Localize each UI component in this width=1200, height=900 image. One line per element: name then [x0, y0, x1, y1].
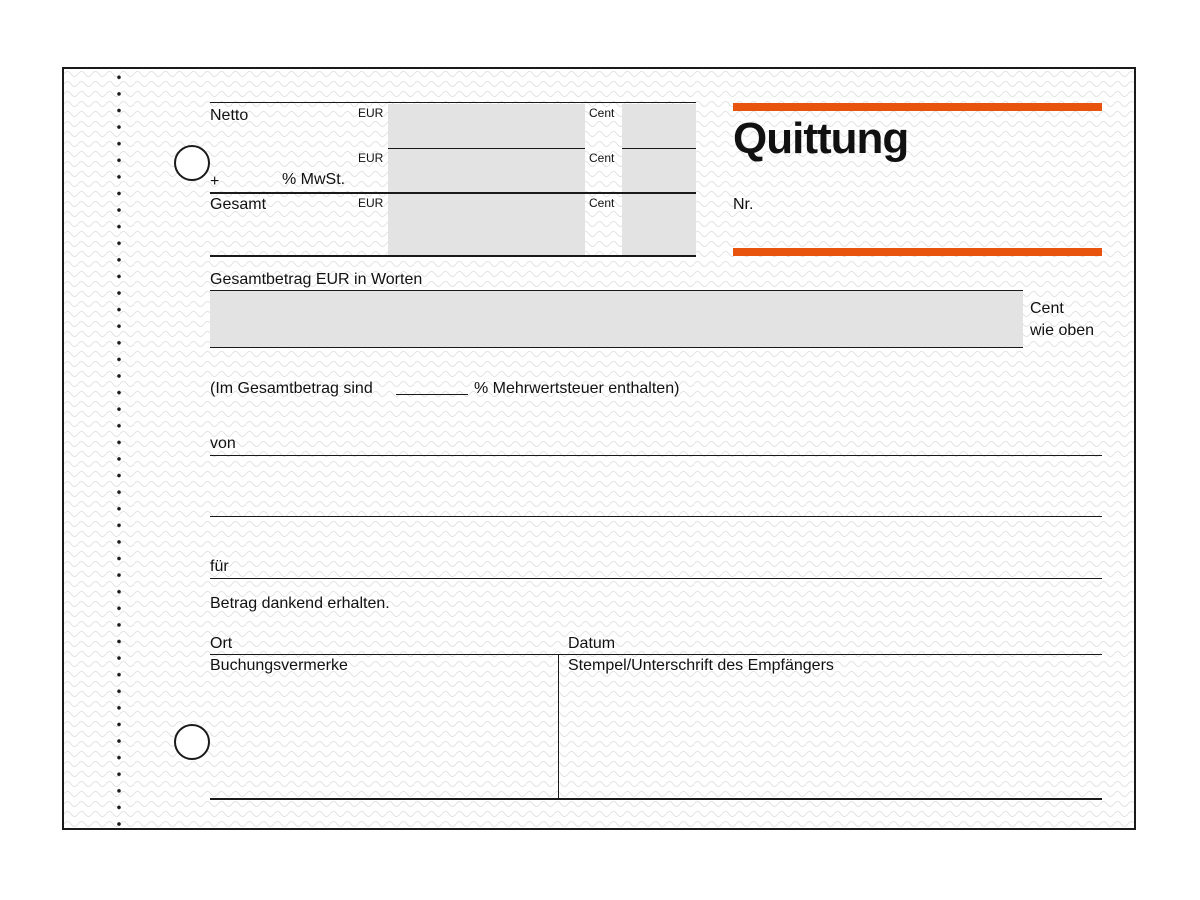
perforation-line [116, 69, 122, 829]
datum-label: Datum [568, 635, 616, 652]
mwst-eur-line [388, 148, 585, 149]
eur-amount-field[interactable] [388, 104, 585, 256]
table-bottom-line [210, 255, 696, 257]
ort-label: Ort [210, 635, 233, 652]
punch-hole-top [174, 145, 210, 181]
gesamt-cent-label: Cent [589, 196, 615, 210]
accent-bar-top [733, 103, 1102, 111]
tax-note-prefix: (Im Gesamtbetrag sind [210, 380, 373, 397]
netto-row-top-line [210, 102, 696, 103]
fuer-line[interactable] [210, 578, 1102, 579]
mwst-eur-label: EUR [358, 151, 384, 165]
mwst-cent-line [622, 148, 696, 149]
mwst-label: % MwSt. [282, 171, 346, 188]
cent-amount-field[interactable] [622, 104, 696, 256]
number-field[interactable] [764, 189, 1094, 217]
booking-signature-divider [558, 655, 559, 799]
received-text: Betrag dankend erhalten. [210, 595, 390, 612]
booking-notes-field[interactable] [210, 677, 556, 797]
words-bottom-line [210, 347, 1023, 348]
fuer-label: für [210, 558, 229, 575]
wie-oben-label: wie oben [1030, 322, 1095, 339]
netto-eur-label: EUR [358, 106, 384, 120]
von-second-line[interactable] [210, 516, 1102, 517]
tax-percent-field[interactable] [396, 394, 468, 395]
signature-label: Stempel/Unterschrift des Empfängers [568, 657, 834, 674]
words-cent-label: Cent [1030, 300, 1064, 317]
amount-in-words-field[interactable] [210, 291, 1023, 347]
mwst-cent-label: Cent [589, 151, 615, 165]
gesamt-row-top-line [210, 192, 696, 194]
booking-label: Buchungsvermerke [210, 657, 348, 674]
words-label: Gesamtbetrag EUR in Worten [210, 271, 423, 288]
gesamt-eur-label: EUR [358, 196, 384, 210]
bottom-line [210, 798, 1102, 800]
number-label: Nr. [733, 196, 754, 213]
von-label: von [210, 435, 236, 452]
netto-label: Netto [210, 107, 249, 124]
page-title: Quittung [733, 114, 909, 163]
ort-datum-line[interactable] [210, 654, 1102, 655]
receipt-form [62, 67, 1136, 830]
punch-hole-bottom [174, 724, 210, 760]
netto-cent-label: Cent [589, 106, 615, 120]
tax-note-suffix: % Mehrwertsteuer enthalten) [474, 380, 680, 397]
gesamt-label: Gesamt [210, 196, 267, 213]
von-line[interactable] [210, 455, 1102, 456]
signature-field[interactable] [562, 677, 1102, 797]
plus-label: + [210, 173, 220, 190]
accent-bar-bottom [733, 248, 1102, 256]
